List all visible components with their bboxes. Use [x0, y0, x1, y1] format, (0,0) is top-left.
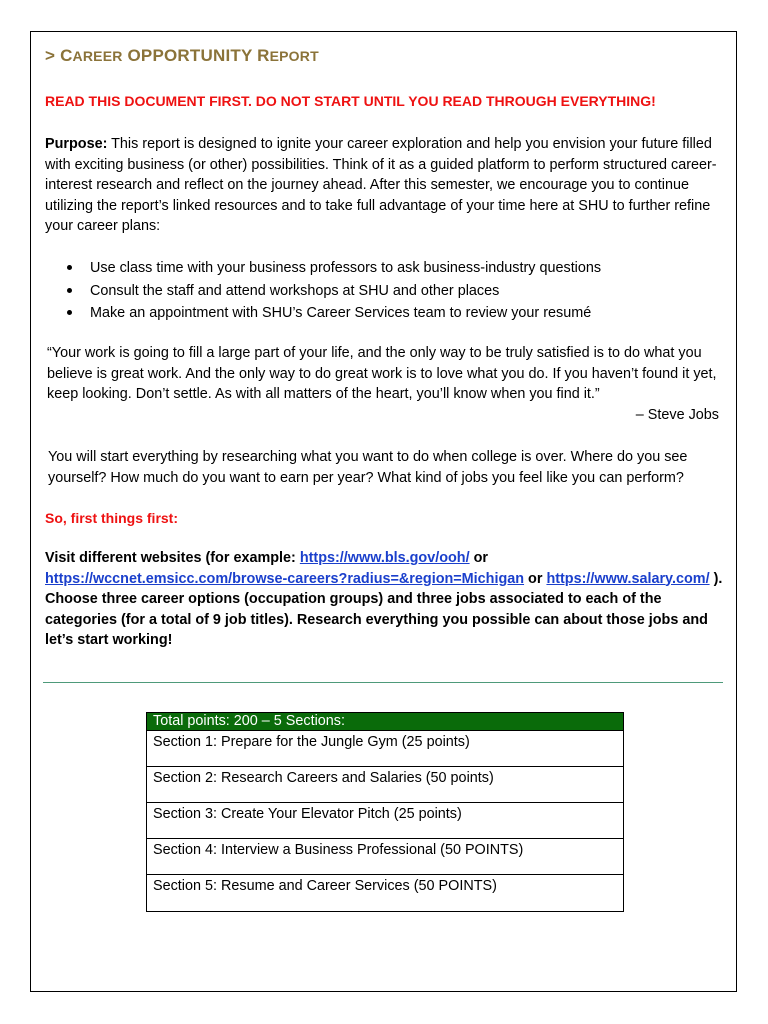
advice-list [65, 257, 601, 325]
list-item-text: Use class time with your business professors to ask business-industry questions [90, 260, 602, 276]
visit-rest: ). Choose three career options (occupation groups) and three jobs associated to each of the categories (for a total of 9 job titles). Research everything you possible can about those jobs and let’s start working! [45, 570, 723, 648]
purpose-paragraph [45, 134, 725, 237]
list-item-text: Make an appointment with SHU’s Career Services team to review your resumé [90, 305, 592, 321]
purpose-label: Purpose: [45, 136, 108, 152]
intro-paragraph: You will start everything by researching what you want to do when college is over. Where do you see yourself? How much do you want to earn per year? What kind of jobs you feel like you can perform? [48, 449, 688, 486]
bullet-icon [67, 265, 72, 270]
table-row: Section 2: Research Careers and Salaries (50 points) [147, 767, 623, 803]
title-word2: OPPORTUNITY [127, 46, 253, 65]
section-divider [43, 682, 723, 683]
table-row: Section 4: Interview a Business Professional (50 POINTS) [147, 839, 623, 875]
warning-text: READ THIS DOCUMENT FIRST. DO NOT START UNTIL YOU READ THROUGH EVERYTHING! [45, 93, 656, 109]
list-item-text: Consult the staff and attend workshops at SHU and other places [90, 282, 500, 299]
report-title [45, 46, 319, 66]
quote-text: “Your work is going to fill a large part of your life, and the only way to be truly satisfied is to do what you believe is great work. And the only way to do great work is to love what you do. If you haven’t found it yet, keep looking. Don’t settle. As with all matters of the heart, you’ll know when you find it.” [47, 345, 717, 402]
wccnet-link[interactable]: https://wccnet.emsicc.com/browse-careers?radius=&region=Michigan [45, 570, 525, 587]
title-prefix: > [45, 46, 61, 65]
table-row: Section 3: Create Your Elevator Pitch (25 points) [147, 803, 623, 839]
list-item [65, 257, 601, 280]
table-row: Section 5: Resume and Career Services (50 POINTS) [153, 878, 497, 894]
visit-lead: Visit different websites (for example: [45, 550, 300, 566]
points-table-header: Total points: 200 – 5 Sections: [147, 713, 623, 731]
title-word1-initial: C [60, 46, 73, 65]
table-row: Section 1: Prepare for the Jungle Gym (25 points) [147, 731, 623, 767]
purpose-text: This report is designed to ignite your career exploration and help you envision your future filled with exciting business (or other) possibilities. Think of it as a guided platform to perform structured career-interest research and reflect on the journey ahead. After this semester, we encourage you to continue utilizing the report’s linked resources and to take full advantage of your time here at SHU to further refine your career plans: [45, 136, 717, 234]
list-item [65, 280, 601, 303]
bullet-icon [67, 288, 72, 293]
visit-separator: or [524, 570, 547, 587]
quote-block [47, 343, 719, 425]
bullet-icon [67, 310, 72, 315]
salary-link[interactable]: https://www.salary.com/ [546, 570, 710, 587]
title-word3-rest: EPORT [269, 48, 319, 64]
list-item [65, 302, 601, 325]
title-word3-initial: R [257, 46, 270, 65]
points-table [146, 712, 624, 912]
first-things-heading: So, first things first: [45, 510, 178, 526]
title-word1-rest: AREER [72, 48, 123, 64]
visit-paragraph [45, 548, 725, 651]
visit-separator: or [469, 550, 488, 566]
quote-author: – Steve Jobs [635, 406, 719, 423]
bls-link[interactable]: https://www.bls.gov/ooh/ [299, 550, 470, 566]
